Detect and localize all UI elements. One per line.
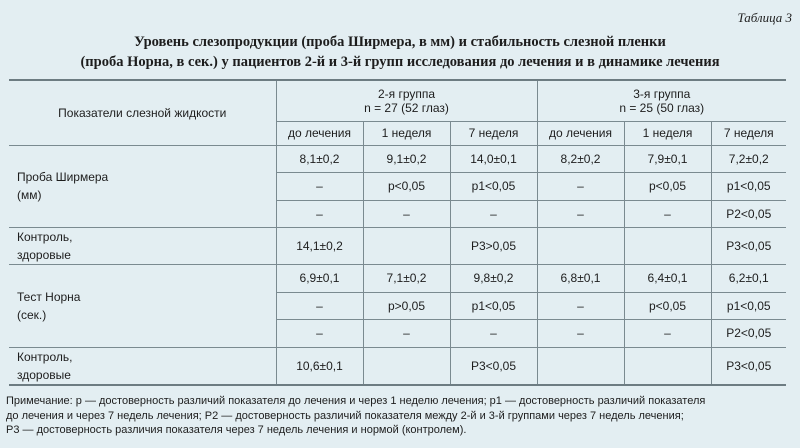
row-label [9,228,276,265]
table-cell: P3<0,05 [711,347,786,385]
table-cell: p<0,05 [363,173,450,201]
row-label-line-1: Тест Норна [17,289,81,304]
table-cell: 6,9±0,1 [276,265,363,293]
row-label [9,145,276,228]
table-cell: p1<0,05 [711,292,786,320]
table-row [9,145,786,173]
table-cell: P2<0,05 [711,320,786,348]
footnote-line-2: до лечения и через 7 недель лечения; Р2 — достоверность различий показателя между 2-й и 3-й группами через 7 недель лечения; [6,409,684,422]
title-line-2: (проба Норна, в сек.) у пациентов 2-й и 3-й групп исследования до лечения и в динамике лечения [80,54,720,70]
table-cell: 7,1±0,2 [363,265,450,293]
table-cell: 7,9±0,1 [624,145,711,173]
table-cell: 10,6±0,1 [276,347,363,385]
table-cell: – [537,173,624,201]
row-label-line-1: Контроль, [17,230,73,244]
table-cell: – [624,200,711,228]
group-2-name: 2-я группа [377,86,436,101]
table-cell: – [450,200,537,228]
table-cell: 8,1±0,2 [276,145,363,173]
table-cell: 14,0±0,1 [450,145,537,173]
table-cell: 9,1±0,2 [363,145,450,173]
row-label-line-2: здоровые [17,248,71,262]
table-cell: P2<0,05 [711,200,786,228]
table-cell: P3<0,05 [450,347,537,385]
table-cell [363,347,450,385]
data-table [9,79,786,386]
table-cell: – [537,292,624,320]
footnote-line-1: Примечание: р — достоверность различий показателя до лечения и через 1 неделю лечения; р1 — достоверность различий показателя [6,395,706,407]
group-3-count: n = 25 (50 глаз) [619,100,705,115]
table-cell: p1<0,05 [711,173,786,201]
footnote-line-3: Р3 — достоверность различия показателя через 7 недель лечения и нормой (контролем). [6,424,467,436]
table-cell: – [276,292,363,320]
table-cell [537,228,624,265]
table-cell: 9,8±0,2 [450,265,537,293]
table-cell: – [276,320,363,348]
table-row [9,265,786,293]
col-header: 1 неделя [363,121,450,145]
table-cell: 14,1±0,2 [276,228,363,265]
row-label-line-2: здоровые [17,367,71,382]
header-group-2 [276,80,537,121]
table-cell [363,228,450,265]
table-cell: p1<0,05 [450,173,537,201]
table-cell: P3<0,05 [711,228,786,265]
table-cell: – [450,320,537,348]
row-label-line-1: Контроль, [17,349,73,364]
table-cell: – [276,173,363,201]
col-header: 7 неделя [450,121,537,145]
col-header: до лечения [276,121,363,145]
table-row [9,228,786,265]
header-group-3 [537,80,786,121]
table-cell: – [363,200,450,228]
table-cell: P3>0,05 [450,228,537,265]
footnote [6,394,786,438]
col-header: до лечения [537,121,624,145]
table-cell: 6,2±0,1 [711,265,786,293]
table-cell: – [363,320,450,348]
table-label: Таблица 3 [737,10,792,25]
header-indicator: Показатели слезной жидкости [9,80,276,145]
table-cell [537,347,624,385]
table-cell: – [537,320,624,348]
row-label-line-2: (сек.) [17,307,47,322]
table-cell: 7,2±0,2 [711,145,786,173]
table-cell: p<0,05 [624,292,711,320]
title-line-1: Уровень слезопродукции (проба Ширмера, в мм) и стабильность слезной пленки [134,34,666,50]
group-2-count: n = 27 (52 глаз) [364,100,449,115]
table-title [0,32,800,72]
table-cell: – [276,200,363,228]
table-cell: p<0,05 [624,173,711,201]
table-cell: 6,8±0,1 [537,265,624,293]
row-label [9,347,276,385]
table-row [9,347,786,385]
row-label-line-1: Проба Ширмера [17,170,109,185]
table-cell: 6,4±0,1 [624,265,711,293]
row-label [9,265,276,348]
table-cell: – [624,320,711,348]
table-cell: 8,2±0,2 [537,145,624,173]
group-3-name: 3-я группа [633,86,691,101]
table-cell [624,228,711,265]
row-label-line-2: (мм) [17,188,42,203]
col-header: 7 неделя [711,121,786,145]
col-header: 1 неделя [624,121,711,145]
table-cell [624,347,711,385]
table-cell: – [537,200,624,228]
table-cell: p1<0,05 [450,292,537,320]
table-cell: p>0,05 [363,292,450,320]
